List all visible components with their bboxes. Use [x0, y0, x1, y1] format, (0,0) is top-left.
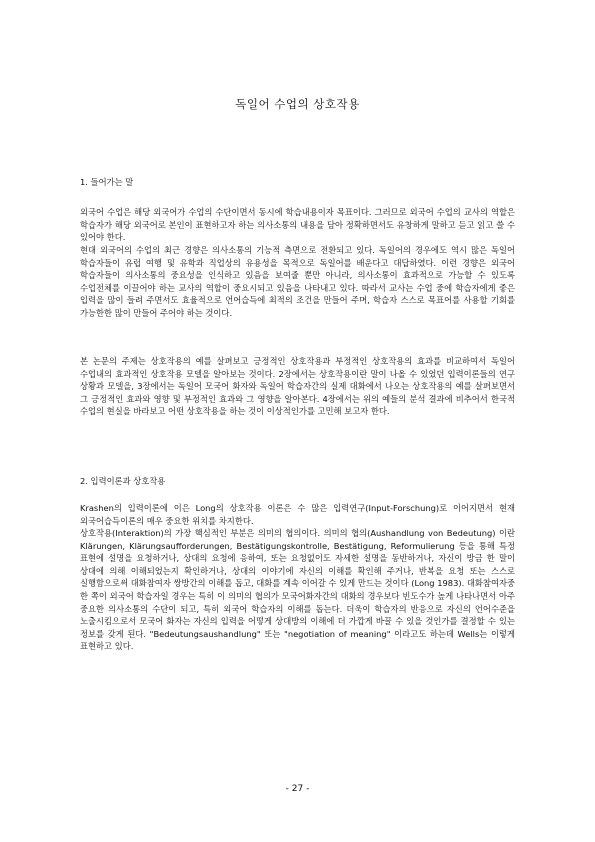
paragraph-intro-2: 현대 외국어의 수업의 최근 경향은 의사소통의 기능적 측면으로 전환되고 있다. 독일어의 경우에도 역시 많은 독일어 학습자들이 유럽 여행 및 유학과 직업상의 유용성을 목적으로 독일어를 배운다고 대답하였다. 이런 경향은 외국어 학습자들이 의사소통의 중요성을 인식하고 있음을 보여줄 뿐만 아니라, 의사소통이 효과적으로 가능할 수 있도록 수업전체를 이끌어야 하는 교사의 역할이 중요시되고 있음을 나타내고 있다. 따라서 교사는 수업 중에 학습자에게 좋은 입력을 많이 들려 주면서도 효율적으로 언어습득에 최적의 조건을 만들어 주며, 학습자 스스로 목표어를 사용할 기회를 가능한한 많이 만들어 주어야 하는 것이다.	[80, 245, 515, 318]
page-title: 독일어 수업의 상호작용	[235, 97, 360, 111]
section-heading-introduction: 1. 들어가는 말	[80, 177, 134, 187]
paragraph-theory-1: Krashen의 입력이론에 이은 Long의 상호작용 이론은 수 많은 입력연구(Input-Forschung)로 이어지면서 현재 외국어습득이론의 매우 중요한 위치를 차지한다.	[80, 503, 515, 526]
paragraph-intro-1: 외국어 수업은 해당 외국어가 수업의 수단이면서 동시에 학습내용이자 목표이다. 그러므로 외국어 수업의 교사의 역할은 학습자가 해당 외국어로 본인이 표현하고자 하는 의사소통의 내용을 담아 정확하면서도 유창하게 말하고 듣고 읽고 쓸 수 있어야 한다.	[80, 207, 515, 243]
paragraph-intro-3: 본 논문의 주제는 상호작용의 예를 살펴보고 긍정적인 상호작용과 부정적인 상호작용의 효과를 비교하여서 독일어 수업내의 효과적인 상호작용 모델을 알아보는 것이다. 2장에서는 상호작용이란 말이 나올 수 있었던 입력이론들의 연구 상황과 모델을, 3장에서는 독일어 모국어 화자와 독일어 학습자간의 실제 대화에서 나오는 상호작용의 예를 살펴보면서 그 긍정적인 효과와 영향 및 부정적인 효과와 그 영향을 알아본다. 4장에서는 위의 예들의 분석 결과에 비추어서 한국적 수업의 현실을 바라보고 어떤 상호작용을 하는 것이 이상적인가를 고민해 보고자 한다.	[80, 356, 515, 417]
page-number: - 27 -	[285, 784, 310, 794]
section-heading-input-theory: 2. 입력이론과 상호작용	[80, 476, 166, 486]
paragraph-theory-2: 상호작용(Interaktion)의 가장 핵심적인 부분은 의미의 협의이다. 의미의 협의(Aushandlung von Bedeutung) 이란 Klärungen, Klärungsaufforderungen, Bestätigungskontrolle, Bestätigung, Reformulierung 등을 통해 특정 표현에 설명을 요청하거나, 상대의 요청에 응하여, 또는 요청없이도 자세한 설명을 동반하거나, 자신이 방금 한 말이 상대에 의해 이해되었는지 확인하거나, 상대의 이야기에 자신의 이해를 확인해 주거나, 반복을 요청 또는 스스로 실행함으로써 대화참여자 쌍방간의 이해를 돕고, 대화를 계속 이어갈 수 있게 만드는 것이다 (Long 1983). 대화참여자중 한 쪽이 외국어 학습자일 경우는 특히 이 의미의 협의가 모국어화자간의 대화의 경우보다 빈도수가 높게 나타나면서 아주 중요한 의사소통의 수단이 되고, 특히 외국어 학습자의 이해를 돕는다. 더욱이 학습자의 반응으로 자신의 언어수준을 노출시킴으로서 모국어 화자는 자신의 입력을 어떻게 상대방의 이해에 더 가깝게 바꿀 수 있을 것인가를 결정할 수 있는 정보를 갖게 된다. "Bedeutungsaushandlung" 또는 "negotiation of meaning" 이라고도 하는데 Wells는 이렇게 표현하고 있다.	[80, 528, 515, 652]
